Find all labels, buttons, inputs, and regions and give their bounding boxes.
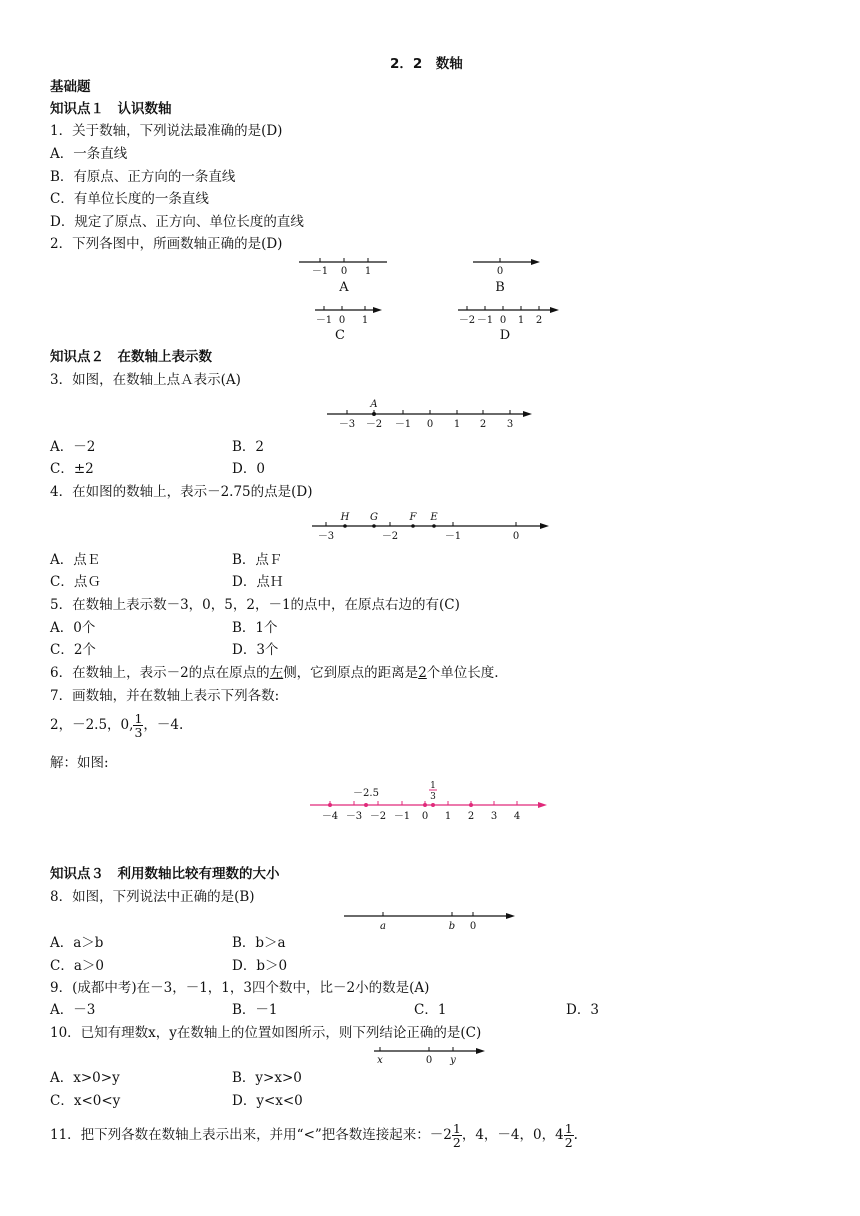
- label-x: x: [377, 1055, 383, 1066]
- q8-stem: 8．如图，下列说法中正确的是(B): [50, 889, 255, 905]
- tick-label: －1: [476, 315, 494, 326]
- q4-option-d: D．点Ｈ: [232, 574, 284, 590]
- q1-option-d: D．规定了原点、正方向、单位长度的直线: [50, 214, 304, 230]
- tick-label: －4: [321, 811, 339, 822]
- tick-label: 3: [490, 811, 498, 822]
- label-frac-den: 3: [430, 792, 436, 802]
- label-zero: 0: [425, 1055, 433, 1066]
- q2-figure-b: [470, 255, 545, 297]
- tick-label: 0: [338, 315, 346, 326]
- tick-label: 1: [453, 419, 461, 430]
- q7-stem: 7．画数轴，并在数轴上表示下列各数:: [50, 688, 280, 704]
- tick-label: 1: [361, 315, 369, 326]
- point-label: E: [430, 512, 438, 523]
- q5-stem: 5．在数轴上表示数－3，0，5，2，－1的点中，在原点右边的有(C): [50, 597, 460, 613]
- tick-label: 0: [426, 419, 434, 430]
- q10-option-d: D．y<x<0: [232, 1093, 303, 1109]
- q8-option-d: D．b＞0: [232, 958, 288, 974]
- q2-figure-c: [312, 303, 387, 345]
- q3-option-d: D．0: [232, 461, 265, 477]
- label-y: y: [450, 1055, 456, 1066]
- figure-label: C: [335, 328, 345, 343]
- page-title: 2．2 数轴: [390, 56, 463, 72]
- q4-option-a: A．点Ｅ: [50, 552, 101, 568]
- tick-label: －2: [369, 811, 387, 822]
- q2-figure-d: [455, 303, 565, 345]
- tick-label: 0: [512, 531, 520, 542]
- q2-figure-a: [295, 255, 395, 297]
- q9-option-d: D．3: [566, 1002, 599, 1018]
- q8-option-a: A．a＞b: [50, 935, 104, 951]
- q5-option-d: D．3个: [232, 642, 279, 658]
- label-frac-num: 1: [430, 781, 436, 791]
- q7-numbers: 2，－2.5，0, $\frac{1}{3}$ ，－4.: [50, 711, 184, 740]
- tick-label: 4: [513, 811, 521, 822]
- label-zero: 0: [469, 921, 477, 932]
- q9-option-c: C．1: [414, 1002, 447, 1018]
- point-a-label: A: [370, 399, 378, 410]
- section-heading: 基础题: [50, 79, 91, 95]
- q10-option-c: C．x<0<y: [50, 1093, 121, 1109]
- q8-option-b: B．b＞a: [232, 935, 286, 951]
- label-neg-2-5: －2.5: [353, 788, 379, 799]
- tick-label: 3: [506, 419, 514, 430]
- tick-label: 2: [467, 811, 475, 822]
- tick-label: －1: [394, 419, 412, 430]
- tick-label: －3: [317, 531, 335, 542]
- figure-label: A: [339, 280, 349, 295]
- q6-text: 6．在数轴上，表示－2的点在原点的左侧，它到原点的距离是2个单位长度.: [50, 665, 499, 681]
- label-b: b: [448, 921, 456, 932]
- tick-label: 2: [479, 419, 487, 430]
- q2-stem: 2．下列各图中，所画数轴正确的是(D): [50, 236, 283, 252]
- q3-option-b: B．2: [232, 439, 265, 455]
- tick-label: －3: [338, 419, 356, 430]
- q1-option-a: A．一条直线: [50, 146, 128, 162]
- knowledge-point-2: 知识点２ 在数轴上表示数: [50, 349, 212, 365]
- q1-option-c: C．有单位长度的一条直线: [50, 191, 209, 207]
- tick-label: 1: [517, 315, 525, 326]
- tick-label: －2: [365, 419, 383, 430]
- q10-option-b: B．y>x>0: [232, 1070, 302, 1086]
- fraction: $\frac{1}{2}$: [452, 1121, 461, 1150]
- q3-stem: 3．如图，在数轴上点Ａ表示(A): [50, 372, 241, 388]
- q4-number-line: [310, 508, 555, 544]
- tick-label: －1: [393, 811, 411, 822]
- q4-option-b: B．点Ｆ: [232, 552, 283, 568]
- q1-option-b: B．有原点、正方向的一条直线: [50, 169, 236, 185]
- q9-option-b: B．－1: [232, 1002, 278, 1018]
- fraction: $\frac{1}{2}$: [564, 1121, 573, 1150]
- q10-stem: 10．已知有理数x，y在数轴上的位置如图所示，则下列结论正确的是(C): [50, 1025, 482, 1041]
- q3-number-line: [325, 396, 535, 432]
- q9-option-a: A．－3: [50, 1002, 96, 1018]
- tick-label: －1: [315, 315, 333, 326]
- q7-solution: 解：如图:: [50, 755, 109, 771]
- q3-option-a: A．－2: [50, 439, 96, 455]
- tick-label: －1: [444, 531, 462, 542]
- q9-stem: 9．(成都中考)在－3，－1，1，3四个数中，比－2小的数是(A): [50, 980, 430, 996]
- tick-label: －2: [381, 531, 399, 542]
- q7-answer-number-line: [308, 780, 553, 825]
- q4-stem: 4．在如图的数轴上，表示－2.75的点是(D): [50, 484, 313, 500]
- figure-label: B: [495, 280, 505, 295]
- label-a: a: [380, 921, 386, 932]
- tick-label: －3: [345, 811, 363, 822]
- q4-option-c: C．点Ｇ: [50, 574, 101, 590]
- q5-option-a: A．0个: [50, 620, 96, 636]
- point-label: G: [370, 512, 378, 523]
- tick-label: 0: [496, 266, 504, 277]
- tick-label: 0: [340, 266, 348, 277]
- q3-option-c: C．±2: [50, 461, 94, 477]
- knowledge-point-1: 知识点１ 认识数轴: [50, 101, 172, 117]
- q8-option-c: C．a＞0: [50, 958, 104, 974]
- tick-label: －2: [458, 315, 476, 326]
- tick-label: 1: [364, 266, 372, 277]
- tick-label: 0: [499, 315, 507, 326]
- point-label: H: [340, 512, 350, 523]
- knowledge-point-3: 知识点３ 利用数轴比较有理数的大小: [50, 866, 280, 882]
- point-label: F: [409, 512, 417, 523]
- fraction: $\frac{1}{3}$: [134, 711, 143, 740]
- q6-answer-1: 左: [269, 665, 284, 681]
- q6-answer-2: 2: [418, 665, 427, 681]
- tick-label: 1: [444, 811, 452, 822]
- tick-label: －1: [311, 266, 329, 277]
- figure-label: D: [499, 328, 511, 343]
- tick-label: 0: [421, 811, 429, 822]
- tick-label: 2: [535, 315, 543, 326]
- q10-option-a: A．x>0>y: [50, 1070, 120, 1086]
- q10-number-line: [372, 1044, 492, 1070]
- q11-stem: 11．把下列各数在数轴上表示出来，并用“<”把各数连接起来：－2 $\frac{1}{2}$ ，4，－4，0，4 $\frac{1}{2}$ .: [50, 1121, 578, 1150]
- q8-number-line: [342, 908, 522, 936]
- q5-option-b: B．1个: [232, 620, 278, 636]
- q1-stem: 1．关于数轴，下列说法最准确的是(D): [50, 123, 283, 139]
- q5-option-c: C．2个: [50, 642, 96, 658]
